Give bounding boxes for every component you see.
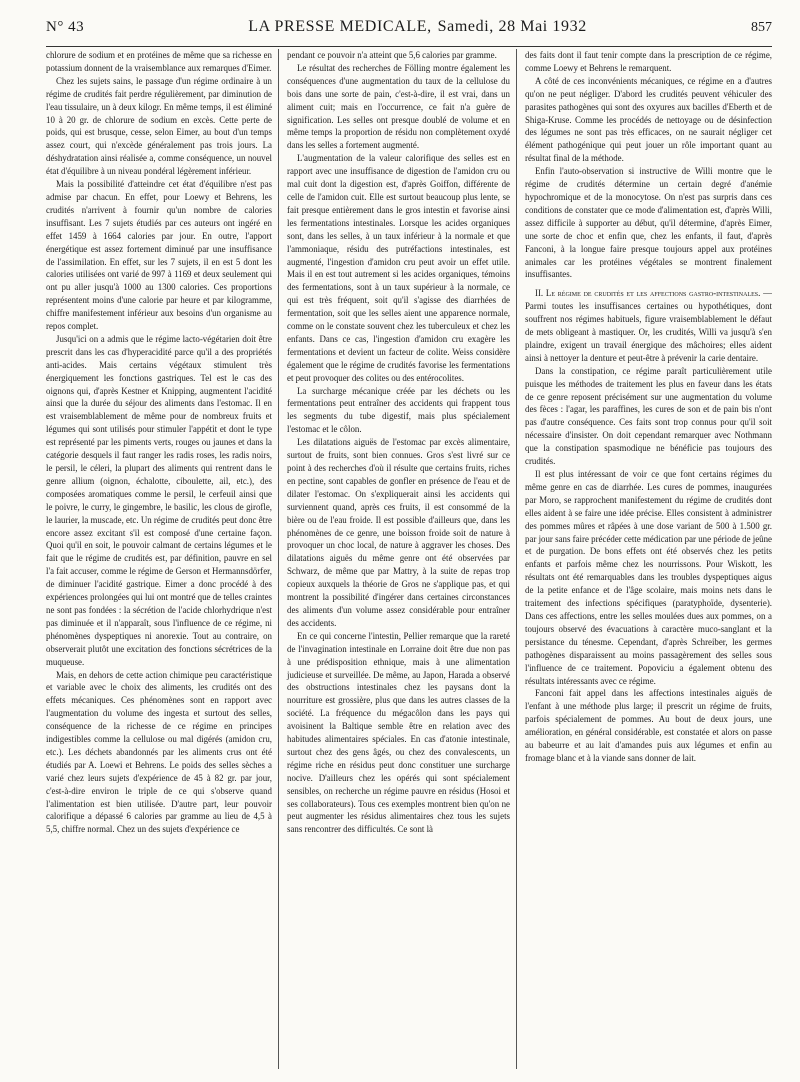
paragraph: chlorure de sodium et en protéines de même que sa richesse en potassium donnent de la vraisemblance aux remarques d'Eimer. xyxy=(46,50,272,73)
issue-date: Samedi, 28 Mai 1932 xyxy=(437,18,587,35)
paragraph: La surcharge mécanique créée par les déchets ou les fermentations peut entraîner des accidents qui frappent tous les segments du tube digestif, mais plus spécialement l'estomac et le côlon. xyxy=(287,385,510,435)
header-rule xyxy=(46,46,772,47)
column-3 xyxy=(516,49,772,1069)
paragraph: Dans la constipation, ce régime paraît particulièrement utile puisque les méthodes de traitement les plus en faveur dans les états de ce genre reposent précisément sur une augmentation du volume des fèces : l'agar, les paraffines, les cures de son et de pain bis n'ont pas d'autre conséquence. Ces faits sont trop connus pour qu'il soit nécessaire d'insister. On doit cependant remarquer avec Nothmann que la constipation spasmodique ne bénéficie pas toujours des crudités. xyxy=(525,365,772,467)
paragraph xyxy=(525,287,772,364)
paragraph: des faits dont il faut tenir compte dans la prescription de ce régime, comme Loewy et Behrens le remarquent. xyxy=(525,50,772,73)
text-columns xyxy=(46,49,772,1069)
paragraph: Le résultat des recherches de Fölling montre également les conséquences d'une augmentation du taux de la cellulose du bois dans une sorte de pain, c'est-à-dire, il est vrai, dans un aliment cuit; mais en l'occurrence, ce fait n'a guère de signification. Les selles ont presque doublé de volume et en même temps la proportion de résidu non complètement oxydé dans les selles a fortement augmenté. xyxy=(287,62,510,151)
paragraph: En ce qui concerne l'intestin, Pellier remarque que la rareté de l'invagination intestinale en Lorraine doit être due non pas à une prédisposition ethnique, mais à une alimentation judicieuse et surveillée. De même, au Japon, Harada a observé des obstructions intestinales chez les paysans dont la nourriture est grossière, plus que dans les autres classes de la société. La fréquence du mégacôlon dans les pays qui avoisinent la Baltique semble être en relation avec des habitudes alimentaires spéciales. En cas d'atonie intestinale, surtout chez des gens âgés, ou chez des convalescents, un régime riche en résidus peut donc constituer une surcharge nocive. D'ailleurs chez les opérés qui sont spécialement sensibles, on recherche un régime pauvre en résidus (Hosoi et ses collaborateurs). Tous ces exemples montrent bien qu'on ne peut augmenter les résidus alimentaires chez tous les sujets sans rencontrer des difficultés. Ce sont là xyxy=(287,630,510,835)
paragraph: Fanconi fait appel dans les affections intestinales aiguës de l'enfant à une méthode plus large; il prescrit un régime de fruits, parfois spécialement de pommes. Au bout de deux jours, une amélioration, en général considérable, est constatée et alors on passe au babeurre et au lait d'amandes puis aux légumes et enfin au fromage blanc et à la viande sans donner de lait. xyxy=(525,688,772,763)
running-title xyxy=(248,18,587,36)
page-header xyxy=(46,18,772,44)
paragraph: Enfin l'auto-observation si instructive de Willi montre que le régime de crudités détermine un certain degré d'anémie hypochromique et de la monocytose. On n'est pas surpris dans ces conditions de constater que ce mode d'alimentation est, d'après Willi, assez difficile à supporter au début, qu'il détermine, d'après Eimer, une sorte de choc et enfin que, chez les enfants, il faut, d'après Fanconi, à la longue faire presque toujours appel aux protéines animales car les protéines végétales se montrent finalement insuffisantes. xyxy=(525,166,772,280)
paragraph: L'augmentation de la valeur calorifique des selles est en rapport avec une insuffisance de digestion de l'amidon cru ou mal cuit dont la digestion est, d'après Goiffon, différente de celle de l'amidon cuit. Elle est surtout beaucoup plus lente, se fait presque entièrement dans le gros intestin et favorise ainsi les fermentations intestinales. Lorsque les acides organiques sont, dans les selles, à un taux inférieur à la normale et que l'ammoniaque, résidu des putréfactions intestinales, est augmenté, l'ingestion d'amidon cru peut avoir un effet utile. Mais il en est tout autrement si les acides organiques, témoins des fermentations, sont à un taux supérieur à la normale, ce qui est très fréquent, soit qu'il s'agisse des diarrhées de fermentation, soit que les selles aient une apparence normale, comme on le constate souvent chez les tuberculeux et chez les enfants. Dans ce cas, l'ingestion d'amidon cru exagère les fermentations et devient un facteur de colite. Weiss considère également que le régime de crudités favorise les fermentations et peut provoquer des colites ou des entérocolites. xyxy=(287,153,510,383)
column-1 xyxy=(46,49,278,1069)
paragraph: Il est plus intéressant de voir ce que font certains régimes du même genre en cas de diarrhée. Les cures de pommes, inaugurées par Moro, se rapprochent manifestement du régime de crudités dont elles aident à se faire une idée précise. Elles consistent à administrer des pommes mûres et râpées à une dose variant de 500 à 1.500 gr. par jour sans faire précéder cette médication par une période de jeûne et de purgation. De bons effets ont été observés chez les petits enfants et parfois même chez les nourrissons. Pour Wiskott, les résultats ont été remarquables dans les troubles dyspeptiques aigus de la petite enfance et de l'âge scolaire, mais moins nets dans le traitement des infections spécifiques (paratyphoïde, dysenterie). Dans ces affections, entre les selles moulées dues aux pommes, on a toujours observé des évacuations à caractère muco-sanglant et la persistance du ténesme. Cependant, d'après Schreiber, les germes pathogènes disparaissent au moins passagèrement des selles sous l'influence de ce traitement. Popoviciu a également obtenu des résultats intéressants avec ce régime. xyxy=(525,469,772,686)
paragraph: Chez les sujets sains, le passage d'un régime ordinaire à un régime de crudités fait perdre régulièrement, par diminution de l'eau tissulaire, un à deux kilogr. En même temps, il est éliminé 10 à 20 gr. de chlorure de sodium en excès. Cette perte de poids, qui est brusque, cesse, selon Eimer, au bout d'un temps assez court, qui n'excède généralement pas trois jours. La déshydratation ainsi réalisée a, comme conséquence, un nouvel état d'équilibre à un niveau pondéral légèrement inférieur. xyxy=(46,75,272,177)
paragraph: Mais, en dehors de cette action chimique peu caractéristique et variable avec le choix des aliments, les crudités ont des effets mécaniques. Ces phénomènes sont en rapport avec l'augmentation du volume des ingesta et surtout des selles, conséquence de la richesse de ce régime en principes indigestibles comme la cellulose ou mal digérés (amidon cru, etc.). Les déchets abandonnés par les aliments crus ont été étudiés par A. Loewi et Behrens. Le poids des selles sèches a varié chez leurs sujets d'expérience de 45 à 82 gr. par jour, c'est-à-dire environ le triple de ce qui s'observe quand l'alimentation est bien utilisée. D'autre part, leur pouvoir calorifique a dépassé 6 calories par gramme au lieu de 4,5 à 5,5, chiffre normal. Chez un des sujets d'expérience ce xyxy=(46,669,272,835)
page-number: 857 xyxy=(751,20,772,35)
paragraph: pendant ce pouvoir n'a atteint que 5,6 calories par gramme. xyxy=(287,50,497,60)
paragraph: Les dilatations aiguës de l'estomac par excès alimentaire, surtout de fruits, sont bien connues. Gros s'est livré sur ce point à des recherches d'où il résulte que certains fruits, riches en pectine, sont capables de gonfler en présence de l'eau et de dilater l'estomac. On s'expliquerait ainsi les accidents qui surviennent quand, après ces fruits, il est consommé de la bière ou de l'eau froide. Il est possible d'ailleurs que, dans les phénomènes de ce genre, une boisson froide soit de nature à provoquer un choc local, de nature à aggraver les choses. Des dilatations aiguës du même genre ont été observées par Schwarz, de même que par Mattry, à la suite de repas trop copieux auxquels la théorie de Gros ne s'applique pas, et qui montrent la possibilité d'ingérer dans certaines circonstances des aliments d'un volume assez considérable pour entraîner des accidents. xyxy=(287,437,510,628)
column-2 xyxy=(278,49,516,1069)
section-heading: II. Le régime de crudités et les affections gastro-intestinales. xyxy=(535,288,761,299)
journal-title: LA PRESSE MEDICALE, xyxy=(248,18,432,35)
paragraph: Jusqu'ici on a admis que le régime lacto-végétarien doit être prescrit dans les cas d'hyperacidité parce qu'il a des propriétés anti-acides. Mais certains végétaux stimulent très énergiquement les fonctions gastriques. Tel est le cas des oignons qui, d'après Kestner et Knipping, augmentent l'acidité ainsi que la durée du séjour des aliments dans l'estomac. Il en est vraisemblablement de même pour de nombreux fruits et légumes qui sont utilisés pour stimuler l'appétit et dont le type est représenté par les piments verts, rouges ou jaunes et dans la catégorie desquels il faut ranger les radis roses, les radis noirs, le persil, le céleri, la plupart des aliments qui rentrent dans le genre allium (oignon, échalotte, ciboulette, ail, etc.), des composées aromatiques comme le persil, le cerfeuil ainsi que le poivre, le curry, le gingembre, le basilic, les clous de girofle, le laurier, la muscade, etc. Un régime de crudités peut donc être encore assez excitant s'il est composé d'une certaine façon. Quoi qu'il en soit, le pouvoir calmant de certains légumes et le fait que le régime de crudités est, par définition, pauvre en sel l'a fait accuser, comme le régime de Gerson et Hermannsdörfer, de diminuer l'acidité gastrique. Eimer a donc procédé à des expériences prolongées qui lui ont montré que de telles craintes ne sont pas fondées : la sécrétion de l'acide chlorhydrique n'est pas diminuée et il n'apparaît, sous l'influence de ce régime, ni phénomènes dyspeptiques ni anorexie. Tout au contraire, on observerait plutôt une excitation des fonctions sécrétrices de la muqueuse. xyxy=(46,333,272,667)
paragraph-text: — Parmi toutes les insuffisances certaines ou hypothétiques, dont souffrent nos régimes habituels, figure vraisemblablement le défaut de mets obligeant à mastiquer. Or, les crudités, Willi va jusqu'à s'en plaindre, exigent un travail énergique des mâchoires; elles aident ainsi à nettoyer la denture et peut-être à prévenir la carie dentaire. xyxy=(525,288,772,363)
paragraph: Mais la possibilité d'atteindre cet état d'équilibre n'est pas admise par chacun. En effet, pour Loewy et Behrens, les crudités n'arrivent à fournir qu'un nombre de calories insuffisant. Les 7 sujets étudiés par ces auteurs ont ingéré en effet 1459 à 1664 calories par jour. En outre, l'apport énergétique est assez fortement diminué par une insuffisance de l'assimilation. En effet, sur les 7 sujets, il en est 5 dont les calories utilisées ont varié de 997 à 1169 et deux seulement qui ont pu aller jusqu'à 1000 au 1300 calories. Ces proportions représentent moins d'une calorie par heure et par kilogramme, chiffre manifestement inférieur aux besoins d'un organisme au repos complet. xyxy=(46,179,272,332)
paragraph: A côté de ces inconvénients mécaniques, ce régime en a d'autres qu'on ne peut négliger. D'abord les crudités peuvent véhiculer des parasites pathogènes qui sont des oxyures aux bacilles d'Eberth et de Shiga-Kruse. Comme les procédés de nettoyage ou de désinfection des légumes ne sont pas très efficaces, on ne saurait négliger cet élément pathogénique qui peut jouer un rôle important quant au résultat final de la méthode. xyxy=(525,75,772,164)
issue-number: N° 43 xyxy=(46,19,85,35)
